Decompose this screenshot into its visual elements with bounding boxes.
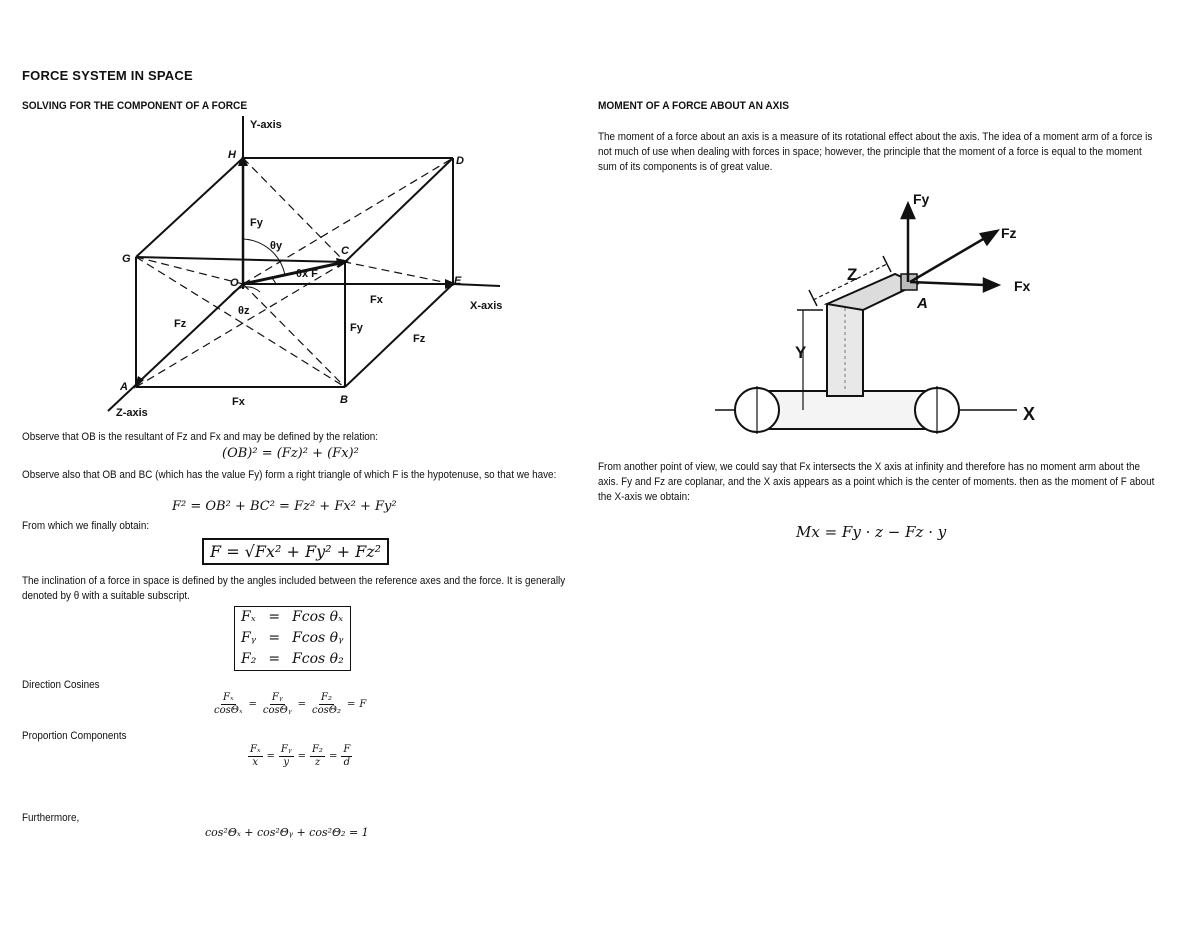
table-row: F₂ = Fcos θ₂ [241,651,344,667]
equation-f-squared: F² = OB² + BC² = Fz² + Fx² + Fy² [172,499,397,514]
label-A: A [120,381,128,393]
label-B: B [340,394,348,406]
paragraph-inclination: The inclination of a force in space is defined by the angles included between the reference axes and the force. It is generally denoted by θ with a suitable subscript. [22,575,566,602]
equation-ob: (OB)² = (Fz)² + (Fx)² [222,446,359,461]
label-moment-a: A [917,295,928,312]
table-row: Fₓ = Fcos θₓ [241,609,344,625]
label-D: D [456,155,464,167]
equation-direction-cosines: $\frac{\text{Fₓ}}{\text{cosΘₓ}}$ = $\frac{\text{Fᵧ}}{\text{cosΘᵧ}}$ = $\frac{\text{F₂}}{\text{cosΘ₂}}$ = F [214,692,367,716]
label-E: E [454,275,462,287]
label-y-axis: Y-axis [250,119,282,131]
label-fy-top: Fy [250,217,263,229]
paragraph-ob-resultant: Observe that OB is the resultant of Fz and Fx and may be defined by the relation: [22,431,379,443]
label-furthermore: Furthermore, [22,812,80,824]
label-H: H [228,149,236,161]
label-moment-fy: Fy [913,191,930,207]
paragraph-right-triangle: Observe also that OB and BC (which has the value Fy) form a right triangle of which F is the hypotenuse, so that we have: [22,469,557,481]
right-heading: MOMENT OF A FORCE ABOUT AN AXIS [598,100,789,112]
direction-components-table [234,606,351,671]
label-moment-y: Y [795,343,807,362]
label-moment-z: Z [847,265,858,284]
label-G: G [122,253,131,265]
label-x-axis: X-axis [470,300,503,312]
paragraph-finally: From which we finally obtain: [22,520,150,532]
paragraph-moment-explanation: From another point of view, we could say that Fx intersects the X axis at infinity and therefore has no moment arm about the axis. Fy and Fz are coplanar, and the X axis appears as a point which is the center of moments. then as the moment of F about the X-axis we obtain: [598,461,1155,503]
paragraph-moment-definition: The moment of a force about an axis is a measure of its rotational effect about the axis. The idea of a moment arm of a force is not much of use when dealing with forces in space; however, the principle that the moment of a force is equal to the moment sum of its components is of great value. [598,131,1153,173]
label-theta-y: θy [270,240,283,252]
label-C: C [341,245,349,257]
label-moment-fz: Fz [1001,225,1017,241]
force-components-figure [100,114,520,424]
left-heading: SOLVING FOR THE COMPONENT OF A FORCE [22,100,248,112]
label-z-axis: Z-axis [116,407,148,419]
equation-proportion-components: $\frac{\text{Fₓ}}{x}$ = $\frac{\text{Fᵧ}}{y}$ = $\frac{\text{F₂}}{z}$ = $\frac{F}{d}$ [250,744,351,768]
equation-cosine-sum: cos²Θₓ + cos²Θᵧ + cos²Θ₂ = 1 [205,826,369,839]
label-fz-left: Fz [174,318,187,330]
page-title: FORCE SYSTEM IN SPACE [22,68,193,83]
label-direction-cosines: Direction Cosines [22,679,100,691]
label-proportion-components: Proportion Components [22,730,127,742]
table-row: Fᵧ = Fcos θᵧ [241,630,344,646]
label-fx-bottom: Fx [232,396,245,408]
label-fx-mid: Fx [370,294,383,306]
label-fz-right: Fz [413,333,426,345]
label-moment-fx: Fx [1014,278,1031,294]
moment-axis-figure [705,186,1055,442]
label-fy-right: Fy [350,322,363,334]
label-O: O [230,277,239,289]
label-theta-z: θz [238,305,250,317]
equation-moment-x: Mx = Fy · z − Fz · y [796,523,947,541]
equation-f-magnitude: F = √Fx² + Fy² + Fz² [202,538,389,565]
label-theta-x-f: θx F [296,268,318,280]
label-moment-x-axis: X [1023,404,1036,424]
